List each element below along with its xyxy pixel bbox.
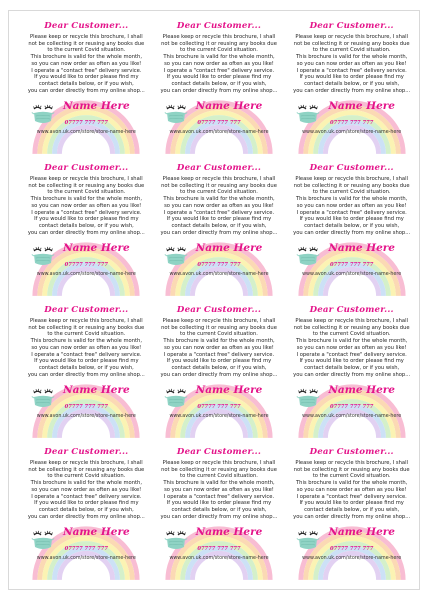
message-line: contact details below, or if you wish, [304,80,400,87]
message-line: This brochure is valid for the whole month, [30,480,142,487]
message-line: contact details below, or if you wish, [38,222,134,229]
message-line: so you can now order as often as you like! [31,60,142,67]
message-text [23,460,150,520]
message-line: contact details below, or if you wish, [38,506,134,513]
message-line: you can order directly from my online shop... [293,87,411,94]
phone-number: 07777 777 777 [329,404,374,411]
message-line: I operate a "contact free" delivery service. [31,493,142,500]
message-line: If you would like to order please find my [34,358,139,365]
message-line: I operate a "contact free" delivery service. [296,67,407,74]
message-line: This brochure is valid for the whole month, [296,480,408,487]
message-line: to the current Covid situation. [47,331,126,338]
phone-number: 07777 777 777 [64,262,108,269]
message-line: I operate a "contact free" delivery service. [163,67,275,74]
message-line: so you can now order as often as you like! [164,344,274,351]
seller-name: Name Here [328,526,395,539]
message-line: so you can now order as often as you like! [164,60,274,67]
message-text [288,460,415,520]
message-line: to the current Covid situation. [312,331,391,338]
message-line: contact details below, or if you wish, [171,222,267,229]
message-line: not be collecting it or reusing any books due [293,182,410,189]
message-line: to the current Covid situation. [180,189,258,196]
contact-footer [288,380,415,418]
message-line: Please keep or recycle this brochure, I shall [295,318,408,324]
message-line: If you would like to order please find my [299,216,404,223]
message-line: not be collecting it or reusing any books due [161,466,277,473]
card-grid [23,17,415,585]
message-line: If you would like to order please find my [299,358,404,365]
message-line: you can order directly from my online shop... [293,371,411,378]
greeting: Dear Customer... [309,305,394,315]
message-line: If you would like to order please find my [299,74,404,81]
message-line: so you can now order as often as you like! [296,60,407,67]
message-line: This brochure is valid for the whole month, [163,196,275,203]
message-line: you can order directly from my online shop... [160,371,278,378]
message-line: This brochure is valid for the whole month, [296,54,408,61]
contact-footer [156,380,283,418]
store-url: www.avon.uk.com/store/store-name-here [302,414,402,420]
message-line: If you would like to order please find my [34,500,139,507]
brochure-sheet [8,10,420,590]
seller-name: Name Here [195,384,263,397]
message-line: you can order directly from my online shop... [160,513,278,520]
message-line: you can order directly from my online shop... [160,229,278,236]
message-line: This brochure is valid for the whole month, [163,480,275,487]
message-line: If you would like to order please find my [34,74,139,81]
customer-card [23,159,150,301]
message-line: This brochure is valid for the whole month, [163,338,275,345]
greeting: Dear Customer... [176,305,262,315]
message-line: to the current Covid situation. [180,473,258,480]
phone-number: 07777 777 777 [64,404,108,411]
message-line: you can order directly from my online shop... [27,371,145,378]
seller-name: Name Here [63,242,130,255]
message-line: so you can now order as often as you like! [164,486,274,493]
message-line: so you can now order as often as you like! [296,344,407,351]
contact-footer [156,96,283,134]
message-line: so you can now order as often as you like! [31,344,142,351]
message-line: to the current Covid situation. [47,189,126,196]
greeting: Dear Customer... [176,21,262,31]
customer-card [23,301,150,443]
message-line: contact details below, or if you wish, [304,364,400,371]
message-line: This brochure is valid for the whole month, [30,54,142,61]
seller-name: Name Here [328,384,395,397]
phone-number: 07777 777 777 [197,120,241,127]
message-line: to the current Covid situation. [47,473,126,480]
message-line: Please keep or recycle this brochure, I shall [162,176,276,182]
contact-footer [288,96,415,134]
seller-name: Name Here [195,242,263,255]
greeting: Dear Customer... [176,447,262,457]
message-line: Please keep or recycle this brochure, I shall [162,318,276,324]
message-line: not be collecting it or reusing any books due [293,466,410,473]
message-line: so you can now order as often as you like! [31,486,142,493]
phone-number: 07777 777 777 [329,546,374,553]
message-line: I operate a "contact free" delivery service. [163,493,275,500]
contact-footer [288,238,415,276]
message-line: This brochure is valid for the whole month, [163,54,275,61]
message-text [288,34,415,94]
message-line: Please keep or recycle this brochure, I shall [162,460,276,466]
message-line: I operate a "contact free" delivery service. [296,351,407,358]
message-line: you can order directly from my online shop... [293,513,411,520]
greeting: Dear Customer... [44,21,129,31]
greeting: Dear Customer... [176,163,262,173]
message-line: you can order directly from my online shop... [160,87,278,94]
message-text [288,318,415,378]
customer-card [156,443,283,585]
message-line: If you would like to order please find my [166,358,272,365]
message-line: not be collecting it or reusing any books due [28,182,145,189]
contact-footer [23,380,150,418]
message-line: I operate a "contact free" delivery service. [31,351,142,358]
contact-footer [156,522,283,560]
contact-footer [288,522,415,560]
contact-footer [23,238,150,276]
seller-name: Name Here [63,384,130,397]
message-text [23,176,150,236]
message-line: Please keep or recycle this brochure, I shall [295,34,408,40]
seller-name: Name Here [195,100,263,113]
message-line: not be collecting it or reusing any books due [161,40,277,47]
message-line: This brochure is valid for the whole month, [296,338,408,345]
message-line: I operate a "contact free" delivery service. [296,493,407,500]
message-line: This brochure is valid for the whole month, [30,338,142,345]
seller-name: Name Here [63,526,130,539]
greeting: Dear Customer... [309,163,394,173]
store-url: www.avon.uk.com/store/store-name-here [36,130,136,136]
greeting: Dear Customer... [44,447,129,457]
message-text [156,176,283,236]
store-url: www.avon.uk.com/store/store-name-here [36,414,136,420]
contact-footer [156,238,283,276]
message-line: I operate a "contact free" delivery service. [296,209,407,216]
phone-number: 07777 777 777 [197,262,241,269]
message-line: This brochure is valid for the whole month, [30,196,142,203]
message-line: Please keep or recycle this brochure, I shall [295,460,408,466]
customer-card [288,301,415,443]
message-line: contact details below, or if you wish, [171,80,267,87]
message-line: contact details below, or if you wish, [171,506,267,513]
greeting: Dear Customer... [44,163,129,173]
message-line: Please keep or recycle this brochure, I shall [30,176,143,182]
customer-card [156,159,283,301]
message-line: I operate a "contact free" delivery service. [163,209,275,216]
contact-footer [23,96,150,134]
message-line: so you can now order as often as you like! [296,486,407,493]
message-line: Please keep or recycle this brochure, I shall [30,34,143,40]
message-line: to the current Covid situation. [180,331,258,338]
message-line: you can order directly from my online shop... [27,513,145,520]
message-text [288,176,415,236]
message-line: to the current Covid situation. [47,47,126,54]
message-line: so you can now order as often as you like! [31,202,142,209]
message-line: contact details below, or if you wish, [38,80,134,87]
message-line: not be collecting it or reusing any books due [293,324,410,331]
phone-number: 07777 777 777 [64,546,108,553]
message-line: If you would like to order please find my [166,500,272,507]
message-line: Please keep or recycle this brochure, I shall [30,318,143,324]
store-url: www.avon.uk.com/store/store-name-here [169,556,269,562]
message-line: not be collecting it or reusing any books due [28,466,145,473]
message-text [156,318,283,378]
message-text [156,460,283,520]
store-url: www.avon.uk.com/store/store-name-here [36,272,136,278]
message-line: If you would like to order please find my [166,74,272,81]
seller-name: Name Here [63,100,130,113]
store-url: www.avon.uk.com/store/store-name-here [36,556,136,562]
customer-card [288,443,415,585]
customer-card [288,159,415,301]
message-line: to the current Covid situation. [180,47,258,54]
seller-name: Name Here [328,242,395,255]
message-line: contact details below, or if you wish, [38,364,134,371]
phone-number: 07777 777 777 [197,404,241,411]
message-line: I operate a "contact free" delivery service. [163,351,275,358]
message-line: not be collecting it or reusing any books due [161,182,277,189]
message-line: This brochure is valid for the whole month, [296,196,408,203]
message-line: contact details below, or if you wish, [171,364,267,371]
message-line: so you can now order as often as you like! [164,202,274,209]
message-text [156,34,283,94]
contact-footer [23,522,150,560]
store-url: www.avon.uk.com/store/store-name-here [302,272,402,278]
store-url: www.avon.uk.com/store/store-name-here [169,272,269,278]
store-url: www.avon.uk.com/store/store-name-here [302,130,402,136]
customer-card [23,17,150,159]
message-line: If you would like to order please find my [299,500,404,507]
customer-card [23,443,150,585]
phone-number: 07777 777 777 [197,546,241,553]
message-line: Please keep or recycle this brochure, I shall [295,176,408,182]
message-line: not be collecting it or reusing any books due [28,40,145,47]
message-text [23,34,150,94]
message-line: contact details below, or if you wish, [304,222,400,229]
message-line: you can order directly from my online shop... [27,229,145,236]
message-line: not be collecting it or reusing any books due [28,324,145,331]
phone-number: 07777 777 777 [64,120,108,127]
message-line: Please keep or recycle this brochure, I shall [30,460,143,466]
seller-name: Name Here [195,526,263,539]
message-line: so you can now order as often as you like! [296,202,407,209]
greeting: Dear Customer... [44,305,129,315]
phone-number: 07777 777 777 [329,262,374,269]
message-line: I operate a "contact free" delivery service. [31,209,142,216]
customer-card [288,17,415,159]
message-line: If you would like to order please find my [34,216,139,223]
message-line: to the current Covid situation. [312,473,391,480]
message-line: I operate a "contact free" delivery service. [31,67,142,74]
greeting: Dear Customer... [309,447,394,457]
customer-card [156,301,283,443]
message-line: Please keep or recycle this brochure, I shall [162,34,276,40]
seller-name: Name Here [328,100,395,113]
customer-card [156,17,283,159]
phone-number: 07777 777 777 [329,120,374,127]
store-url: www.avon.uk.com/store/store-name-here [169,414,269,420]
message-line: to the current Covid situation. [312,47,391,54]
message-line: you can order directly from my online shop... [293,229,411,236]
message-line: you can order directly from my online shop... [27,87,145,94]
message-line: If you would like to order please find my [166,216,272,223]
store-url: www.avon.uk.com/store/store-name-here [302,556,402,562]
message-text [23,318,150,378]
message-line: to the current Covid situation. [312,189,391,196]
message-line: not be collecting it or reusing any books due [293,40,410,47]
store-url: www.avon.uk.com/store/store-name-here [169,130,269,136]
message-line: contact details below, or if you wish, [304,506,400,513]
greeting: Dear Customer... [309,21,394,31]
message-line: not be collecting it or reusing any books due [161,324,277,331]
